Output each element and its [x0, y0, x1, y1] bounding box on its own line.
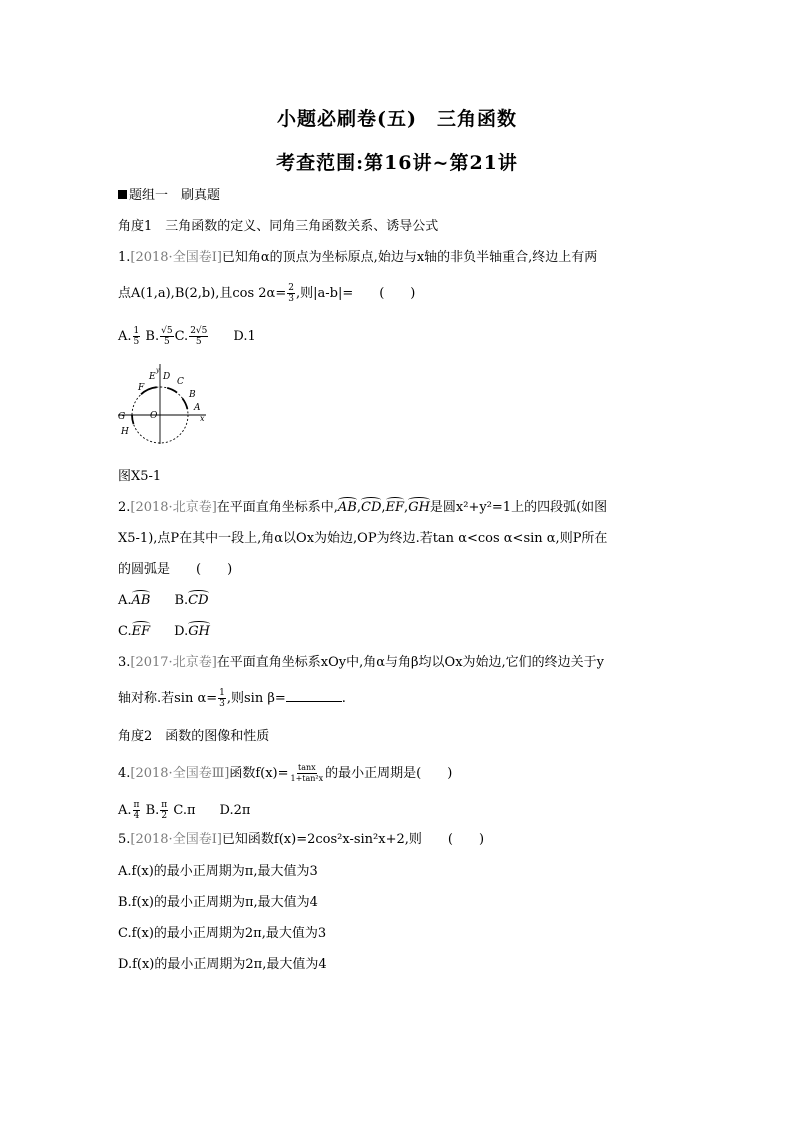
- angle1-heading: 角度1 三角函数的定义、同角三角函数关系、诱导公式: [118, 219, 439, 234]
- q4-option-a: A. $\frac{\pi}{4}$: [118, 800, 140, 821]
- q4-line1: 4.[2018·全国卷Ⅲ]函数f(x)= $\frac{\tan x}{\text{1+tan²x}}$ 的最小正周期是( ): [118, 763, 453, 783]
- q1-option-d: D.1: [233, 329, 256, 344]
- page-title: 小题必刷卷(五) 三角函数: [277, 108, 517, 130]
- q3-source: [2017·北京卷]: [130, 655, 217, 670]
- q5-option-c: C.f(x)的最小正周期为2π,最大值为3: [118, 926, 327, 941]
- q1-source: [2018·全国卷Ⅰ]: [130, 250, 222, 265]
- label-y: y: [156, 367, 160, 374]
- q2-options-row1: [118, 592, 209, 610]
- arc-ef-label: EF: [385, 500, 405, 515]
- q5-option-d: D.f(x)的最小正周期为2π,最大值为4: [118, 957, 327, 972]
- label-g: G: [118, 412, 126, 422]
- q3-line2: 轴对称.若sin α= $\frac{1}{3}$ ,则sin β= .: [118, 688, 346, 709]
- q2-option-a: A.AB: [118, 593, 151, 608]
- label-b: B: [189, 390, 196, 400]
- q4-fraction: $\frac{\tan x}{\text{1+tan²x}}$: [290, 763, 324, 783]
- q5-option-b: B.f(x)的最小正周期为π,最大值为4: [118, 895, 318, 910]
- figure-caption: 图X5-1: [118, 469, 162, 484]
- q1-fraction: $\frac{2}{3}$: [288, 283, 294, 304]
- q3-answer-blank: [286, 689, 342, 702]
- group-heading: 题组一 刷真题: [118, 187, 220, 205]
- square-bullet-icon: [118, 190, 127, 199]
- q1-line1: 1.[2018·全国卷Ⅰ]已知角α的顶点为坐标原点,始边与x轴的非负半轴重合,终边上有两: [118, 250, 598, 265]
- q1-option-a: A. $\frac{1}{5}$: [118, 326, 140, 347]
- q5-option-a: A.f(x)的最小正周期为π,最大值为3: [118, 864, 318, 879]
- q5-source: [2018·全国卷Ⅰ]: [130, 832, 222, 847]
- label-c: C: [177, 377, 184, 387]
- q4-source: [2018·全国卷Ⅲ]: [130, 766, 230, 781]
- label-d: D: [163, 372, 171, 382]
- q1-option-b: B. $\frac{√5}{5}$: [141, 326, 173, 347]
- angle2-heading: 角度2 函数的图像和性质: [118, 729, 270, 744]
- label-a: A: [194, 403, 201, 413]
- q2-source: [2018·北京卷]: [130, 500, 217, 515]
- q4-option-b: B. $\frac{\pi}{2}$: [141, 800, 168, 821]
- q2-line1: 2.[2018·北京卷]在平面直角坐标系中,AB,CD,EF,GH是圆x²+y²=1上的四段弧(如图: [118, 500, 608, 515]
- q5-line1: 5.[2018·全国卷Ⅰ]已知函数f(x)=2cos²x-sin²x+2,则 ( ): [118, 832, 485, 847]
- q4-option-c: C.π: [169, 803, 196, 818]
- q2-options-row2: [118, 623, 210, 641]
- q1-option-c: C. $\frac{2√5}{5}$: [174, 326, 208, 347]
- unit-circle-figure: [112, 362, 212, 446]
- q2-option-c: C.EF: [118, 624, 151, 639]
- label-h: H: [121, 427, 129, 437]
- q4-options: [118, 800, 250, 821]
- label-f: F: [138, 383, 145, 393]
- arc-gh: [132, 415, 134, 424]
- q2-option-b: B.CD: [174, 593, 209, 608]
- q4-option-d: D.2π: [219, 803, 251, 818]
- label-e: E: [149, 372, 156, 382]
- q3-line1: 3.[2017·北京卷]在平面直角坐标系xOy中,角α与角β均以Ox为始边,它们的终边关于y: [118, 655, 605, 670]
- q3-fraction: $\frac{1}{3}$: [219, 688, 225, 709]
- q1-line2: 点A(1,a),B(2,b),且cos 2α= $\frac{2}{3}$ ,则|a-b|= ( ): [118, 283, 416, 304]
- arc-ab: [183, 399, 188, 410]
- q2-line2: X5-1),点P在其中一段上,角α以Ox为始边,OP为终边.若tan α<cos α<sin α,则P所在: [118, 531, 608, 546]
- q1-options: [118, 326, 256, 347]
- arc-ab-label: AB: [337, 500, 357, 515]
- q2-line3: 的圆弧是 ( ): [118, 562, 233, 577]
- q2-option-d: D.GH: [174, 624, 210, 639]
- arc-cd-label: CD: [361, 500, 382, 515]
- page-subtitle: 考查范围:第16讲~第21讲: [276, 152, 518, 174]
- arc-gh-label: GH: [408, 500, 430, 515]
- arc-cd: [167, 388, 177, 393]
- label-o: O: [150, 411, 158, 421]
- label-x: x: [200, 414, 205, 423]
